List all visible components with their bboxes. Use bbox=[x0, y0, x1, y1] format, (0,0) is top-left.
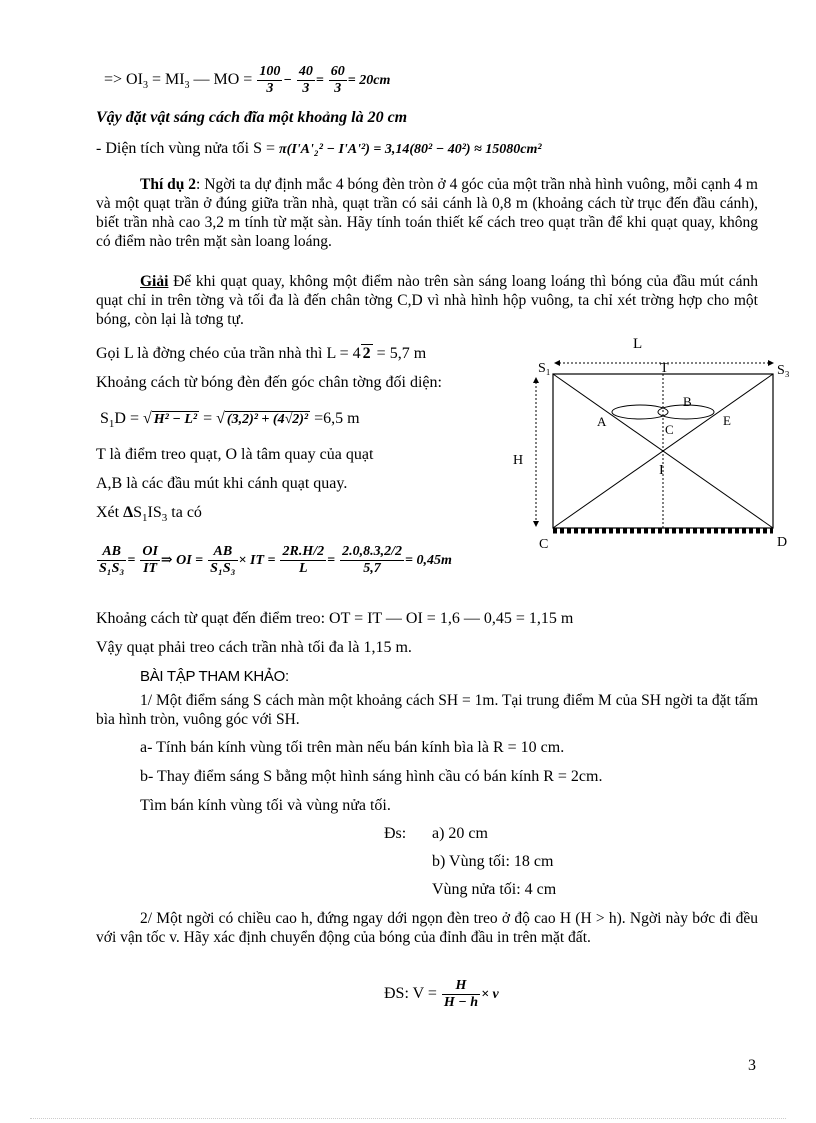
exercise-2-answer: ĐS: V = $\frac{H}{H - h}$ × v bbox=[384, 977, 499, 1010]
label-I: I bbox=[659, 463, 664, 478]
equation-oi3: => $OI_3 = MI_3$ — MO = $\frac{100}{3}$ − $\frac{40}{3}$ = $\frac{60}{3}$ = 20cm bbox=[104, 63, 391, 96]
answer-label: Đs: bbox=[384, 825, 407, 842]
exercise-1-a: a- Tính bán kính vùng tối trên màn nếu bán kính bìa là R = 10 cm. bbox=[140, 739, 565, 756]
s1d-calc: $S_1D$ = √ H² − L² = √ (3,2)² + (4√2)² =6,5 m bbox=[100, 410, 360, 431]
reference-heading: BÀI TẬP THAM KHẢO: bbox=[140, 668, 289, 685]
label-C-center: C bbox=[665, 422, 674, 437]
label-B: B bbox=[683, 394, 692, 409]
fan-point-def: T là điểm treo quạt, O là tâm quay của quạt bbox=[96, 446, 374, 463]
label-S1: S₁ bbox=[538, 361, 551, 376]
fan-conclusion: Vậy quạt phải treo cách trần nhà tối đa là 1,15 m. bbox=[96, 639, 412, 656]
penumbra-area: - Diện tích vùng nửa tối S = π(I'A'₂² − I'A'²) = 3,14(80² − 40²) ≈ 15080cm² bbox=[96, 140, 542, 157]
label-L: L bbox=[633, 336, 643, 352]
fan-distance: Khoảng cách từ quạt đến điểm treo: OT = IT — OI = 1,6 — 0,45 = 1,15 m bbox=[96, 610, 574, 627]
label-D: D bbox=[777, 535, 788, 550]
page-number: 3 bbox=[748, 1057, 756, 1074]
diagonal-calc: Gọi L là đờng chéo của trần nhà thì L = 4 2 = 5,7 m bbox=[96, 345, 427, 362]
exercise-1-b: b- Thay điểm sáng S bằng một hình sáng hình cầu có bán kính R = 2cm. bbox=[140, 768, 603, 785]
label-T: T bbox=[660, 361, 669, 376]
solution-paragraph: Giải Để khi quạt quay, không một điểm nào trên sàn sáng loang loáng thì bóng của đầu mút cánh quạt chỉ in trên tờng và tối đa là đến chân tờng C,D vì nhà hình hộp vuông, ta chỉ xét trờng hợp cho một bóng, còn lại là tơng tự. bbox=[96, 273, 758, 328]
label-S3: S₃ bbox=[777, 363, 790, 378]
label-C-floor: C bbox=[539, 537, 549, 552]
exercise-1-find: Tìm bán kính vùng tối và vùng nửa tối. bbox=[140, 797, 391, 814]
blade-tips-def: A,B là các đầu mút khi cánh quạt quay. bbox=[96, 475, 348, 492]
exercise-1-intro: 1/ Một điểm sáng S cách màn một khoảng cách SH = 1m. Tại trung điểm M của SH ngời ta đặt tấm bìa hình tròn, vuông góc với SH. bbox=[96, 692, 758, 728]
room-diagram bbox=[505, 330, 805, 560]
exercise-2: 2/ Một ngời có chiều cao h, đứng ngay dới ngọn đèn treo ở độ cao H (H > h). Ngời này bớc đi đều với vận tốc v. Hãy xác định chuyển động của bóng của đỉnh đầu in trên mặt đất. bbox=[96, 910, 758, 946]
ratio-formula: $\frac{AB}{\text{S₁S₃}}$ = $\frac{OI}{IT}$ ⇒ OI = $\frac{AB}{\text{S₁S₃}}$ × IT = $\frac{2R.H/2}{L}$ = $\frac{2.0,8.3,2/2}{5,7}$ = 0,45m bbox=[99, 543, 452, 576]
answer-c: Vùng nửa tối: 4 cm bbox=[432, 881, 557, 898]
conclusion-distance: Vậy đặt vật sáng cách đĩa một khoảng là 20 cm bbox=[96, 109, 408, 126]
triangle-consider: Xét $\Delta S_1IS_3$ ta có bbox=[96, 504, 202, 525]
label-A: A bbox=[597, 414, 607, 429]
answer-b: b) Vùng tối: 18 cm bbox=[432, 853, 554, 870]
footer-divider bbox=[30, 1118, 786, 1119]
answer-a: a) 20 cm bbox=[432, 825, 488, 842]
example-2: Thí dụ 2: Ngời ta dự định mắc 4 bóng đèn tròn ở 4 góc của một trần nhà hình vuông, mỗi cạnh 4 m và một quạt trần ở đúng giữa trần nhà, quạt trần có sải cánh là 0,8 m (khoảng cách từ trục đến đầu cánh), biết trần nhà cao 3,2 m tính từ mặt sàn. Hãy tính toán thiết kế cách treo quạt trần để khi quạt quay, không có điểm nào trên mặt sàn loang loáng. bbox=[96, 176, 758, 250]
label-E: E bbox=[723, 413, 731, 428]
lamp-distance-intro: Khoảng cách từ bóng đèn đến góc chân tờng đối diện: bbox=[96, 374, 442, 391]
label-H: H bbox=[513, 453, 524, 468]
